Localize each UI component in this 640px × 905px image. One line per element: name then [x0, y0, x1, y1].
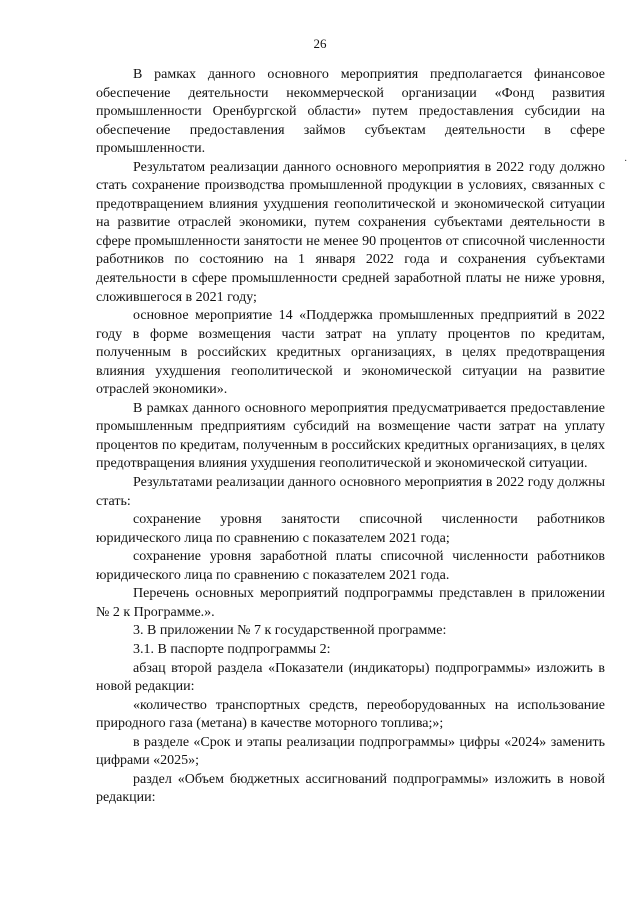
paragraph-result-2022: Результатом реализации данного основного мероприятия в 2022 году должно стать сохранение производства промышленной продукции в условиях, связанных с предотвращением влияния ухудшения геополитической и экономической ситуации на развитие отраслей экономики, путем сохранения субъектами деятельности в сфере промышленности занятости не менее 90 процентов от списочной численности работников по состоянию на 1 января 2022 года и сохранения субъектами деятельности в сфере промышленности средней заработной платы не ниже уровня, сложившегося в 2021 году; [96, 159, 605, 305]
paragraph-measures-list: Перечень основных мероприятий подпрограммы представлен в приложении № 2 к Программе.». [96, 586, 605, 620]
paragraph-results-heading: Результатами реализации данного основного мероприятия в 2022 году должны стать: [96, 475, 605, 509]
paragraph-terms-section: в разделе «Срок и этапы реализации подпрограммы» цифры «2024» заменить цифрами «2025»; [96, 734, 605, 769]
paragraph-vehicles-quote: «количество транспортных средств, переоборудованных на использование природного газа (метана) в качестве моторного топлива;»; [96, 697, 605, 732]
paragraph-budget-section: раздел «Объем бюджетных ассигнований подпрограммы» изложить в новой редакции: [96, 771, 605, 806]
paragraph-wage-level: сохранение уровня заработной платы списочной численности работников юридического лица по сравнению с показателем 2021 года. [96, 549, 605, 583]
paragraph-subsidy-provision: В рамках данного основного мероприятия предусматривается предоставление промышленным предприятиям субсидий на возмещение части затрат на уплату процентов по кредитам, полученным в российских кредитных организациях, в целях предотвращения влияния ухудшения геополитической и экономической ситуации. [96, 400, 605, 472]
paragraph-employment-level: сохранение уровня занятости списочной численности работников юридического лица по сравнению с показателем 2021 года; [96, 512, 605, 546]
paragraph-fund-financing: В рамках данного основного мероприятия предполагается финансовое обеспечение деятельности некоммерческой организации «Фонд развития промышленности Оренбургской области» путем предоставления субсидии на обеспечение предоставления займов субъектам деятельности в сфере промышленности. [96, 67, 605, 157]
document-body [96, 66, 605, 808]
paragraph-passport-subprogram-2: 3.1. В паспорте подпрограммы 2: [133, 641, 331, 657]
paragraph-measure-14: основное мероприятие 14 «Поддержка промышленных предприятий в 2022 году в форме возмещения части затрат на уплату процентов по кредитам, полученным в российских кредитных организациях, в целях предотвращения влияния ухудшения геополитической и экономической ситуации на развитие отраслей экономики». [96, 308, 605, 398]
margin-mark: · [624, 156, 628, 167]
page-number: 26 [313, 36, 327, 51]
paragraph-appendix-7: 3. В приложении № 7 к государственной программе: [133, 623, 447, 639]
paragraph-indicators-section: абзац второй раздела «Показатели (индикаторы) подпрограммы» изложить в новой редакции: [96, 660, 605, 695]
